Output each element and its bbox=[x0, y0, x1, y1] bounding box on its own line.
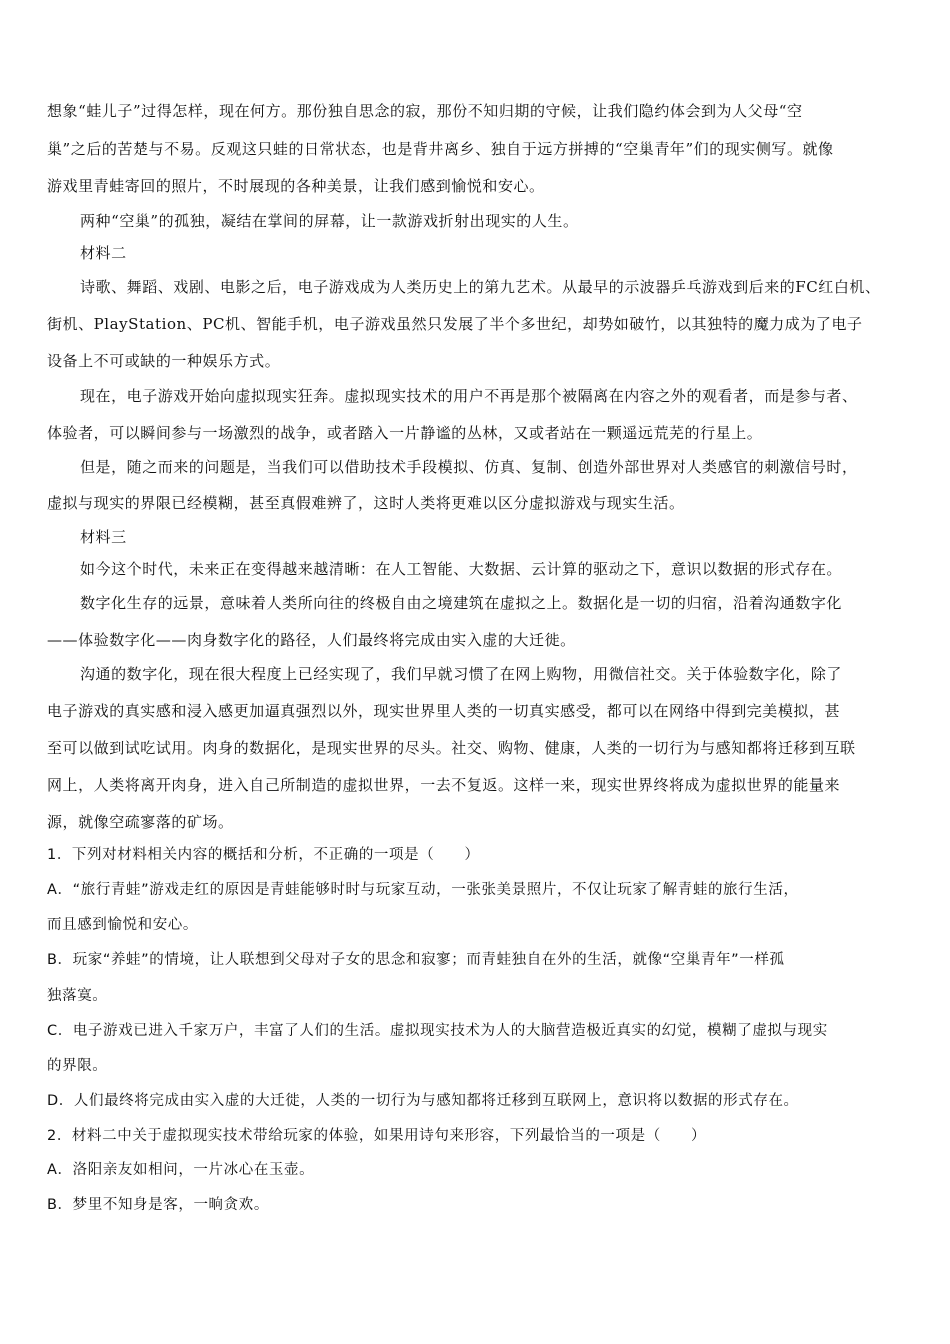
text-line: 街机、PlayStation、PC机、智能手机，电子游戏虽然只发展了半个多世纪，却势如破竹，以其独特的魔力成为了电子 bbox=[47, 315, 863, 333]
text-line: 设备上不可或缺的一种娱乐方式。 bbox=[47, 352, 281, 370]
answer-option: B．玩家“养蛙”的情境，让人联想到父母对子女的思念和寂寥；而青蛙独自在外的生活，就像“空巢青年”一样孤 bbox=[47, 952, 785, 968]
text-line: 两种“空巢”的孤独，凝结在掌间的屏幕，让一款游戏折射出现实的人生。 bbox=[80, 212, 579, 230]
answer-option-cont: 而且感到愉悦和安心。 bbox=[47, 917, 198, 933]
answer-option-cont: 独落寞。 bbox=[47, 988, 108, 1004]
section-heading: 材料二 bbox=[80, 244, 127, 262]
answer-option-cont: 的界限。 bbox=[47, 1058, 108, 1074]
text-line: 想象“蛙儿子”过得怎样，现在何方。那份独自思念的寂，那份不知归期的守候，让我们隐约体会到为人父母“空 bbox=[47, 102, 803, 120]
text-line: 网上，人类将离开肉身，进入自己所制造的虚拟世界，一去不复返。这样一来，现实世界终将成为虚拟世界的能量来 bbox=[47, 776, 841, 794]
text-line: 源，就像空疏寥落的矿场。 bbox=[47, 813, 234, 831]
answer-option: C．电子游戏已进入千家万户，丰富了人们的生活。虚拟现实技术为人的大脑营造极近真实的幻觉，模糊了虚拟与现实 bbox=[47, 1023, 828, 1039]
text-line: 游戏里青蛙寄回的照片，不时展现的各种美景，让我们感到愉悦和安心。 bbox=[47, 177, 545, 195]
text-line: 体验者，可以瞬间参与一场激烈的战争，或者踏入一片静谧的丛林，又或者站在一颗遥远荒芜的行星上。 bbox=[47, 424, 763, 442]
text-line: 沟通的数字化，现在很大程度上已经实现了，我们早就习惯了在网上购物，用微信社交。关于体验数字化，除了 bbox=[80, 665, 842, 683]
text-line: 虚拟与现实的界限已经模糊，甚至真假难辨了，这时人类将更难以区分虚拟游戏与现实生活。 bbox=[47, 494, 685, 512]
section-heading: 材料三 bbox=[80, 528, 127, 546]
text-line: 现在，电子游戏开始向虚拟现实狂奔。虚拟现实技术的用户不再是那个被隔离在内容之外的观看者，而是参与者、 bbox=[80, 387, 858, 405]
text-line: 诗歌、舞蹈、戏剧、电影之后，电子游戏成为人类历史上的第九艺术。从最早的示波器乒乓游戏到后来的FC红白机、 bbox=[80, 278, 881, 296]
text-line: 如今这个时代，未来正在变得越来越清晰：在人工智能、大数据、云计算的驱动之下，意识以数据的形式存在。 bbox=[80, 560, 842, 578]
text-line: 但是，随之而来的问题是，当我们可以借助技术手段模拟、仿真、复制、创造外部世界对人类感官的刺激信号时， bbox=[80, 458, 858, 476]
answer-option: A．洛阳亲友如相问，一片冰心在玉壶。 bbox=[47, 1162, 315, 1178]
text-line: ——体验数字化——肉身数字化的路径，人们最终将完成由实入虚的大迁徙。 bbox=[47, 631, 576, 649]
question-stem: 2．材料二中关于虚拟现实技术带给玩家的体验，如果用诗句来形容，下列最恰当的一项是（ ） bbox=[47, 1128, 707, 1144]
text-line: 至可以做到试吃试用。肉身的数据化，是现实世界的尽头。社交、购物、健康，人类的一切行为与感知都将迁移到互联 bbox=[47, 739, 856, 757]
answer-option: D．人们最终将完成由实入虚的大迁徙，人类的一切行为与感知都将迁移到互联网上，意识将以数据的形式存在。 bbox=[47, 1093, 799, 1109]
text-line: 数字化生存的远景，意味着人类所向往的终极自由之境建筑在虚拟之上。数据化是一切的归宿，沿着沟通数字化 bbox=[80, 594, 842, 612]
text-line: 电子游戏的真实感和浸入感更加逼真强烈以外，现实世界里人类的一切真实感受，都可以在网络中得到完美模拟，甚 bbox=[47, 702, 841, 720]
answer-option: B．梦里不知身是客，一晌贪欢。 bbox=[47, 1197, 269, 1213]
answer-option: A．“旅行青蛙”游戏走红的原因是青蛙能够时时与玩家互动，一张张美景照片，不仅让玩家了解青蛙的旅行生活， bbox=[47, 882, 799, 898]
question-stem: 1．下列对材料相关内容的概括和分析，不正确的一项是（ ） bbox=[47, 847, 480, 863]
text-line: 巢”之后的苦楚与不易。反观这只蛙的日常状态，也是背井离乡、独自于远方拼搏的“空巢青年”们的现实侧写。就像 bbox=[47, 140, 834, 158]
